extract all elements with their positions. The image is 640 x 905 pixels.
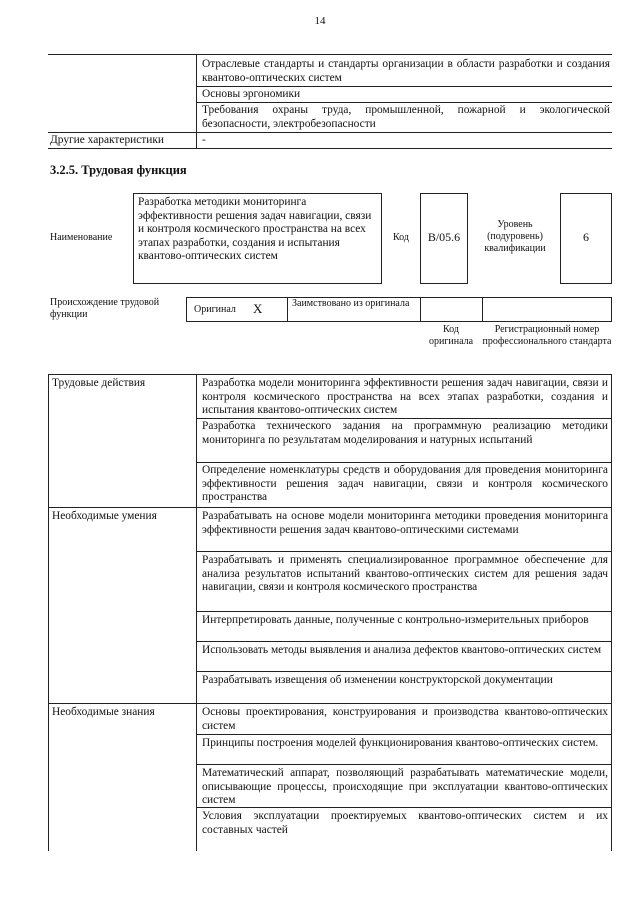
knowledge-item: Основы проектирования, конструирования и производства квантово-оптических систем: [202, 706, 608, 732]
borrowed-label: Заимствовано из оригинала: [292, 298, 410, 309]
skill-item: Использовать методы выявления и анализа дефектов квантово-оптических систем: [202, 644, 602, 656]
other-characteristics-label: Другие характеристики: [50, 134, 165, 146]
top-table-row: Требования охраны труда, промышленной, пожарной и экологической безопасности, электробезопасности: [202, 104, 610, 130]
action-item: Разработка модели мониторинга эффективности решения задач навигации, связи и контроля космического пространства на всех этапах разработки, создания и испытания квантово-оптических систем: [202, 377, 608, 417]
origin-label: Происхождение трудовой функции: [50, 297, 160, 320]
page-number: 14: [314, 15, 326, 27]
top-table-row: Отраслевые стандарты и стандарты организации в области разработки и создания квантово-оптических систем: [202, 58, 610, 84]
actions-label: Трудовые действия: [52, 377, 146, 389]
original-label: Оригинал: [194, 304, 236, 315]
other-characteristics-value: -: [202, 134, 206, 146]
skill-item: Разрабатывать и применять специализированное программное обеспечение для анализа результатов испытаний квантово-оптических систем для решения задач навигации, связи и контроля космического пространства: [202, 554, 608, 594]
section-heading: 3.2.5. Трудовая функция: [50, 163, 187, 177]
skill-item: Разрабатывать на основе модели мониторинга методики проведения мониторинга эффективности решения задач квантово-оптическими системами: [202, 510, 608, 536]
action-item: Определение номенклатуры средств и оборудования для проведения мониторинга эффективности решения задач навигации, связи и контроля космического пространства: [202, 464, 608, 504]
code-label: Код: [393, 232, 409, 243]
skills-label: Необходимые умения: [52, 510, 157, 522]
registration-number-caption: Регистрационный номер профессионального стандарта: [482, 324, 612, 347]
skill-item: Интерпретировать данные, полученные с контрольно-измерительных приборов: [202, 614, 589, 626]
knowledge-item: Условия эксплуатации проектируемых квантово-оптических систем и их составных частей: [202, 810, 608, 836]
original-mark: X: [253, 301, 263, 316]
knowledge-item: Математический аппарат, позволяющий разрабатывать математические модели, описывающие процессы, происходящие при эксплуатации квантово-оптических систем: [202, 767, 608, 807]
qualification-level: 6: [583, 230, 589, 244]
function-name: Разработка методики мониторинга эффективности решения задач навигации, связи и контроля космического пространства на всех этапах разработки, создания и испытания квантово-оптических систем: [138, 196, 372, 263]
top-table-row: Основы эргономики: [202, 88, 301, 100]
knowledge-label: Необходимые знания: [52, 706, 155, 718]
function-code: B/05.6: [427, 230, 461, 244]
skill-item: Разрабатывать извещения об изменении конструкторской документации: [202, 674, 553, 686]
level-label: Уровень (подуровень) квалификации: [484, 219, 546, 254]
level-box: [560, 193, 612, 284]
code-box: [420, 193, 468, 284]
name-label: Наименование: [50, 232, 113, 243]
original-code-caption: Код оригинала: [428, 324, 474, 347]
main-table-divider: [196, 374, 197, 851]
name-box: [133, 193, 382, 284]
top-table-border: [48, 54, 612, 55]
action-item: Разработка технического задания на программную реализацию методики мониторинга по результатам моделирования и натурных испытаний: [202, 420, 608, 446]
knowledge-item: Принципы построения моделей функционирования квантово-оптических систем.: [202, 737, 599, 749]
